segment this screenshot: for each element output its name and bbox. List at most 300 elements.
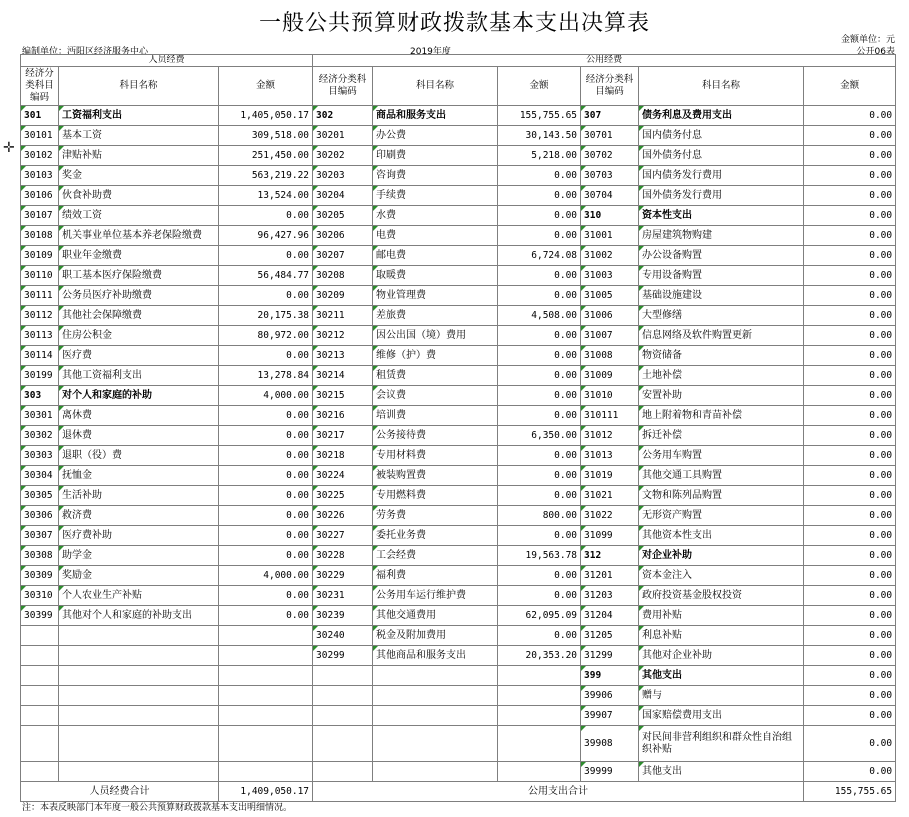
cell-code3[interactable]: 39908 <box>581 726 639 762</box>
cell-amount3[interactable]: 0.00 <box>804 686 896 706</box>
cell-name1[interactable]: 基本工资 <box>59 126 219 146</box>
cell-name2[interactable]: 手续费 <box>373 186 498 206</box>
cell-amount2[interactable] <box>498 706 581 726</box>
cell-code1[interactable]: 30109 <box>21 246 59 266</box>
cell-code2[interactable] <box>313 686 373 706</box>
cell-amount1[interactable] <box>219 626 313 646</box>
cell-code1[interactable]: 30101 <box>21 126 59 146</box>
cell-name3[interactable]: 文物和陈列品购置 <box>639 486 804 506</box>
cell-name3[interactable]: 资本性支出 <box>639 206 804 226</box>
cell-code2[interactable]: 30208 <box>313 266 373 286</box>
cell-code2[interactable]: 30203 <box>313 166 373 186</box>
cell-code2[interactable]: 30214 <box>313 366 373 386</box>
cell-amount1[interactable]: 13,278.84 <box>219 366 313 386</box>
col-header-amount3[interactable]: 金额 <box>804 67 896 106</box>
cell-name3[interactable]: 赠与 <box>639 686 804 706</box>
cell-code2[interactable]: 30211 <box>313 306 373 326</box>
cell-amount1[interactable]: 0.00 <box>219 286 313 306</box>
cell-amount3[interactable]: 0.00 <box>804 286 896 306</box>
cell-name1[interactable]: 医疗费补助 <box>59 526 219 546</box>
cell-code2[interactable]: 30213 <box>313 346 373 366</box>
cell-name1[interactable]: 个人农业生产补贴 <box>59 586 219 606</box>
cell-name3[interactable]: 公务用车购置 <box>639 446 804 466</box>
cell-amount3[interactable]: 0.00 <box>804 762 896 782</box>
cell-amount3[interactable]: 0.00 <box>804 246 896 266</box>
cell-code2[interactable]: 30204 <box>313 186 373 206</box>
cell-name1[interactable]: 离休费 <box>59 406 219 426</box>
cell-name1[interactable] <box>59 762 219 782</box>
cell-amount2[interactable]: 0.00 <box>498 586 581 606</box>
cell-code3[interactable]: 31013 <box>581 446 639 466</box>
cell-code2[interactable]: 30240 <box>313 626 373 646</box>
cell-name2[interactable]: 因公出国（境）费用 <box>373 326 498 346</box>
cell-name3[interactable]: 拆迁补偿 <box>639 426 804 446</box>
cell-amount1[interactable]: 80,972.00 <box>219 326 313 346</box>
cell-code1[interactable]: 30113 <box>21 326 59 346</box>
col-header-name2[interactable]: 科目名称 <box>373 67 498 106</box>
personnel-section-header[interactable]: 人员经费 <box>21 55 313 67</box>
cell-name2[interactable]: 差旅费 <box>373 306 498 326</box>
cell-code1[interactable] <box>21 666 59 686</box>
cell-name1[interactable]: 公务员医疗补助缴费 <box>59 286 219 306</box>
cell-amount2[interactable]: 62,095.09 <box>498 606 581 626</box>
cell-name2[interactable]: 公务接待费 <box>373 426 498 446</box>
cell-code1[interactable] <box>21 686 59 706</box>
col-header-amount1[interactable]: 金额 <box>219 67 313 106</box>
cell-code1[interactable]: 30107 <box>21 206 59 226</box>
cell-code1[interactable]: 301 <box>21 106 59 126</box>
cell-name2[interactable]: 会议费 <box>373 386 498 406</box>
cell-amount1[interactable] <box>219 646 313 666</box>
cell-amount3[interactable]: 0.00 <box>804 666 896 686</box>
cell-amount2[interactable]: 19,563.78 <box>498 546 581 566</box>
col-header-name3[interactable]: 科目名称 <box>639 67 804 106</box>
cell-name2[interactable]: 被装购置费 <box>373 466 498 486</box>
cell-code1[interactable]: 30305 <box>21 486 59 506</box>
cell-name3[interactable]: 其他支出 <box>639 762 804 782</box>
cell-code2[interactable]: 30225 <box>313 486 373 506</box>
cell-amount2[interactable]: 0.00 <box>498 366 581 386</box>
col-header-amount2[interactable]: 金额 <box>498 67 581 106</box>
cell-code1[interactable]: 30309 <box>21 566 59 586</box>
cell-code1[interactable]: 30308 <box>21 546 59 566</box>
cell-name1[interactable]: 奖金 <box>59 166 219 186</box>
cell-code2[interactable]: 30299 <box>313 646 373 666</box>
cell-code3[interactable]: 39906 <box>581 686 639 706</box>
cell-name2[interactable] <box>373 726 498 762</box>
cell-amount3[interactable]: 0.00 <box>804 386 896 406</box>
cell-name1[interactable]: 其他工资福利支出 <box>59 366 219 386</box>
cell-amount1[interactable]: 20,175.38 <box>219 306 313 326</box>
cell-name1[interactable]: 退休费 <box>59 426 219 446</box>
cell-amount3[interactable]: 0.00 <box>804 226 896 246</box>
cell-amount2[interactable]: 0.00 <box>498 526 581 546</box>
cell-code3[interactable]: 310111 <box>581 406 639 426</box>
cell-amount3[interactable]: 0.00 <box>804 266 896 286</box>
cell-name2[interactable]: 水费 <box>373 206 498 226</box>
cell-amount2[interactable]: 0.00 <box>498 286 581 306</box>
cell-name3[interactable]: 国外债务发行费用 <box>639 186 804 206</box>
cell-code2[interactable] <box>313 762 373 782</box>
cell-code1[interactable]: 30307 <box>21 526 59 546</box>
cell-amount2[interactable]: 0.00 <box>498 266 581 286</box>
cell-name1[interactable]: 津贴补贴 <box>59 146 219 166</box>
cell-code3[interactable]: 31201 <box>581 566 639 586</box>
cell-name2[interactable]: 维修（护）费 <box>373 346 498 366</box>
cell-amount1[interactable]: 56,484.77 <box>219 266 313 286</box>
cell-amount1[interactable]: 1,405,050.17 <box>219 106 313 126</box>
cell-amount1[interactable]: 13,524.00 <box>219 186 313 206</box>
cell-code2[interactable]: 30217 <box>313 426 373 446</box>
cell-name3[interactable]: 地上附着物和青苗补偿 <box>639 406 804 426</box>
cell-code3[interactable]: 31003 <box>581 266 639 286</box>
cell-name2[interactable]: 邮电费 <box>373 246 498 266</box>
cell-name2[interactable]: 办公费 <box>373 126 498 146</box>
cell-amount2[interactable]: 0.00 <box>498 406 581 426</box>
cell-code3[interactable]: 31001 <box>581 226 639 246</box>
personnel-total-value[interactable]: 1,409,050.17 <box>219 782 313 802</box>
cell-name2[interactable]: 培训费 <box>373 406 498 426</box>
cell-name3[interactable]: 资本金注入 <box>639 566 804 586</box>
cell-code3[interactable]: 31010 <box>581 386 639 406</box>
cell-code1[interactable]: 30111 <box>21 286 59 306</box>
cell-code3[interactable]: 31005 <box>581 286 639 306</box>
cell-amount1[interactable]: 0.00 <box>219 466 313 486</box>
cell-code2[interactable]: 30226 <box>313 506 373 526</box>
cell-amount3[interactable]: 0.00 <box>804 586 896 606</box>
cell-amount1[interactable]: 0.00 <box>219 406 313 426</box>
cell-code2[interactable]: 30224 <box>313 466 373 486</box>
cell-amount2[interactable]: 30,143.50 <box>498 126 581 146</box>
col-header-name1[interactable]: 科目名称 <box>59 67 219 106</box>
cell-amount2[interactable]: 0.00 <box>498 486 581 506</box>
cell-amount1[interactable]: 0.00 <box>219 346 313 366</box>
cell-name1[interactable] <box>59 626 219 646</box>
cell-name3[interactable]: 其他支出 <box>639 666 804 686</box>
cell-name1[interactable] <box>59 686 219 706</box>
cell-code1[interactable]: 30399 <box>21 606 59 626</box>
cell-amount2[interactable] <box>498 726 581 762</box>
cell-code3[interactable]: 30702 <box>581 146 639 166</box>
cell-name1[interactable]: 机关事业单位基本养老保险缴费 <box>59 226 219 246</box>
cell-code2[interactable] <box>313 666 373 686</box>
cell-name2[interactable]: 公务用车运行维护费 <box>373 586 498 606</box>
cell-amount2[interactable]: 5,218.00 <box>498 146 581 166</box>
cell-amount2[interactable] <box>498 666 581 686</box>
cell-amount2[interactable]: 0.00 <box>498 566 581 586</box>
cell-code3[interactable]: 399 <box>581 666 639 686</box>
cell-amount2[interactable] <box>498 686 581 706</box>
cell-code1[interactable] <box>21 706 59 726</box>
cell-name1[interactable]: 退职（役）费 <box>59 446 219 466</box>
cell-name3[interactable]: 债务利息及费用支出 <box>639 106 804 126</box>
cell-name1[interactable]: 职工基本医疗保险缴费 <box>59 266 219 286</box>
cell-amount1[interactable]: 0.00 <box>219 586 313 606</box>
cell-name1[interactable]: 工资福利支出 <box>59 106 219 126</box>
cell-name2[interactable]: 电费 <box>373 226 498 246</box>
cell-amount2[interactable]: 6,724.08 <box>498 246 581 266</box>
col-header-code3[interactable]: 经济分类科目编码 <box>581 67 639 106</box>
cell-name2[interactable] <box>373 706 498 726</box>
cell-code2[interactable]: 30207 <box>313 246 373 266</box>
cell-amount2[interactable]: 4,508.00 <box>498 306 581 326</box>
cell-code3[interactable]: 310 <box>581 206 639 226</box>
cell-code1[interactable]: 30114 <box>21 346 59 366</box>
cell-code1[interactable]: 30103 <box>21 166 59 186</box>
cell-code2[interactable]: 30209 <box>313 286 373 306</box>
cell-code2[interactable] <box>313 706 373 726</box>
cell-amount3[interactable]: 0.00 <box>804 726 896 762</box>
cell-name3[interactable]: 利息补贴 <box>639 626 804 646</box>
cell-name2[interactable]: 专用材料费 <box>373 446 498 466</box>
cell-amount3[interactable]: 0.00 <box>804 406 896 426</box>
cell-name2[interactable] <box>373 762 498 782</box>
cell-code3[interactable]: 31006 <box>581 306 639 326</box>
cell-name1[interactable]: 职业年金缴费 <box>59 246 219 266</box>
cell-amount3[interactable]: 0.00 <box>804 326 896 346</box>
public-total-value[interactable]: 155,755.65 <box>804 782 896 802</box>
cell-amount3[interactable]: 0.00 <box>804 186 896 206</box>
cell-name3[interactable]: 安置补助 <box>639 386 804 406</box>
cell-amount2[interactable]: 0.00 <box>498 186 581 206</box>
cell-amount3[interactable]: 0.00 <box>804 146 896 166</box>
cell-name2[interactable]: 税金及附加费用 <box>373 626 498 646</box>
cell-code2[interactable]: 302 <box>313 106 373 126</box>
cell-name1[interactable]: 绩效工资 <box>59 206 219 226</box>
col-header-code1[interactable]: 经济分类科目编码 <box>21 67 59 106</box>
cell-amount2[interactable]: 0.00 <box>498 386 581 406</box>
cell-amount1[interactable]: 309,518.00 <box>219 126 313 146</box>
cell-name3[interactable]: 对企业补助 <box>639 546 804 566</box>
cell-code2[interactable]: 30212 <box>313 326 373 346</box>
cell-name3[interactable]: 费用补贴 <box>639 606 804 626</box>
cell-name3[interactable]: 办公设备购置 <box>639 246 804 266</box>
cell-amount3[interactable]: 0.00 <box>804 306 896 326</box>
cell-name2[interactable]: 劳务费 <box>373 506 498 526</box>
cell-code2[interactable] <box>313 726 373 762</box>
cell-code2[interactable]: 30216 <box>313 406 373 426</box>
cell-amount1[interactable]: 0.00 <box>219 446 313 466</box>
cell-name1[interactable] <box>59 666 219 686</box>
cell-name1[interactable] <box>59 726 219 762</box>
cell-code3[interactable]: 31007 <box>581 326 639 346</box>
cell-name3[interactable]: 信息网络及软件购置更新 <box>639 326 804 346</box>
cell-code2[interactable]: 30205 <box>313 206 373 226</box>
cell-amount2[interactable]: 0.00 <box>498 346 581 366</box>
cell-code1[interactable]: 30303 <box>21 446 59 466</box>
cell-amount3[interactable]: 0.00 <box>804 606 896 626</box>
cell-amount2[interactable]: 0.00 <box>498 466 581 486</box>
cell-code3[interactable]: 31203 <box>581 586 639 606</box>
cell-code1[interactable]: 30301 <box>21 406 59 426</box>
cell-code1[interactable]: 30199 <box>21 366 59 386</box>
cell-amount1[interactable]: 96,427.96 <box>219 226 313 246</box>
cell-amount3[interactable]: 0.00 <box>804 126 896 146</box>
cell-name2[interactable]: 印刷费 <box>373 146 498 166</box>
cell-code1[interactable]: 30304 <box>21 466 59 486</box>
cell-name1[interactable]: 医疗费 <box>59 346 219 366</box>
public-section-header[interactable]: 公用经费 <box>313 55 896 67</box>
cell-code1[interactable] <box>21 726 59 762</box>
cell-amount1[interactable]: 0.00 <box>219 206 313 226</box>
cell-name1[interactable]: 住房公积金 <box>59 326 219 346</box>
cell-name2[interactable]: 物业管理费 <box>373 286 498 306</box>
cell-name3[interactable]: 政府投资基金股权投资 <box>639 586 804 606</box>
cell-name2[interactable]: 福利费 <box>373 566 498 586</box>
cell-code3[interactable]: 312 <box>581 546 639 566</box>
cell-code2[interactable]: 30215 <box>313 386 373 406</box>
cell-amount1[interactable]: 0.00 <box>219 486 313 506</box>
cell-amount1[interactable]: 0.00 <box>219 546 313 566</box>
cell-code3[interactable]: 39907 <box>581 706 639 726</box>
cell-code3[interactable]: 30704 <box>581 186 639 206</box>
cell-code3[interactable]: 31009 <box>581 366 639 386</box>
cell-name1[interactable]: 其他社会保障缴费 <box>59 306 219 326</box>
cell-amount3[interactable]: 0.00 <box>804 166 896 186</box>
cell-name2[interactable] <box>373 686 498 706</box>
cell-name3[interactable]: 国外债务付息 <box>639 146 804 166</box>
cell-amount1[interactable]: 4,000.00 <box>219 566 313 586</box>
cell-amount3[interactable]: 0.00 <box>804 486 896 506</box>
cell-code1[interactable]: 30302 <box>21 426 59 446</box>
cell-code3[interactable]: 31205 <box>581 626 639 646</box>
cell-code3[interactable]: 31099 <box>581 526 639 546</box>
cell-amount3[interactable]: 0.00 <box>804 646 896 666</box>
cell-amount3[interactable]: 0.00 <box>804 206 896 226</box>
cell-amount1[interactable]: 0.00 <box>219 506 313 526</box>
cell-code2[interactable]: 30218 <box>313 446 373 466</box>
cell-code3[interactable]: 31299 <box>581 646 639 666</box>
cell-name3[interactable]: 房屋建筑物购建 <box>639 226 804 246</box>
cell-amount3[interactable]: 0.00 <box>804 426 896 446</box>
cell-code3[interactable]: 39999 <box>581 762 639 782</box>
cell-code1[interactable]: 30108 <box>21 226 59 246</box>
cell-name2[interactable]: 取暖费 <box>373 266 498 286</box>
cell-amount3[interactable]: 0.00 <box>804 106 896 126</box>
cell-amount1[interactable]: 0.00 <box>219 606 313 626</box>
cell-code1[interactable]: 30306 <box>21 506 59 526</box>
cell-amount1[interactable] <box>219 666 313 686</box>
cell-code1[interactable]: 30102 <box>21 146 59 166</box>
cell-name2[interactable]: 商品和服务支出 <box>373 106 498 126</box>
cell-name2[interactable] <box>373 666 498 686</box>
cell-name2[interactable]: 委托业务费 <box>373 526 498 546</box>
cell-amount2[interactable]: 0.00 <box>498 166 581 186</box>
cell-code3[interactable]: 31019 <box>581 466 639 486</box>
cell-name3[interactable]: 大型修缮 <box>639 306 804 326</box>
cell-amount2[interactable]: 155,755.65 <box>498 106 581 126</box>
cell-code1[interactable]: 30112 <box>21 306 59 326</box>
cell-code1[interactable] <box>21 762 59 782</box>
cell-code1[interactable]: 30310 <box>21 586 59 606</box>
col-header-code2[interactable]: 经济分类科目编码 <box>313 67 373 106</box>
cell-code1[interactable] <box>21 646 59 666</box>
personnel-total-label[interactable]: 人员经费合计 <box>21 782 219 802</box>
cell-name1[interactable]: 其他对个人和家庭的补助支出 <box>59 606 219 626</box>
cell-amount2[interactable]: 0.00 <box>498 626 581 646</box>
cell-name2[interactable]: 其他交通费用 <box>373 606 498 626</box>
cell-name1[interactable]: 抚恤金 <box>59 466 219 486</box>
cell-amount3[interactable]: 0.00 <box>804 566 896 586</box>
cell-name3[interactable]: 基础设施建设 <box>639 286 804 306</box>
cell-name3[interactable]: 无形资产购置 <box>639 506 804 526</box>
cell-amount3[interactable]: 0.00 <box>804 466 896 486</box>
cell-code2[interactable]: 30202 <box>313 146 373 166</box>
cell-name3[interactable]: 专用设备购置 <box>639 266 804 286</box>
cell-code2[interactable]: 30201 <box>313 126 373 146</box>
cell-code3[interactable]: 31021 <box>581 486 639 506</box>
cell-amount2[interactable]: 0.00 <box>498 446 581 466</box>
cell-name1[interactable]: 生活补助 <box>59 486 219 506</box>
cell-name3[interactable]: 土地补偿 <box>639 366 804 386</box>
cell-name2[interactable]: 咨询费 <box>373 166 498 186</box>
cell-name2[interactable]: 其他商品和服务支出 <box>373 646 498 666</box>
public-total-label[interactable]: 公用支出合计 <box>313 782 804 802</box>
cell-amount1[interactable]: 0.00 <box>219 526 313 546</box>
cell-amount1[interactable]: 4,000.00 <box>219 386 313 406</box>
cell-code3[interactable]: 31204 <box>581 606 639 626</box>
cell-code3[interactable]: 31002 <box>581 246 639 266</box>
cell-name3[interactable]: 对民间非营利组织和群众性自治组织补贴 <box>639 726 804 762</box>
cell-name1[interactable]: 奖励金 <box>59 566 219 586</box>
cell-code3[interactable]: 307 <box>581 106 639 126</box>
cell-amount2[interactable] <box>498 762 581 782</box>
cell-amount1[interactable] <box>219 726 313 762</box>
cell-name3[interactable]: 国家赔偿费用支出 <box>639 706 804 726</box>
cell-name1[interactable]: 救济费 <box>59 506 219 526</box>
cell-amount1[interactable]: 563,219.22 <box>219 166 313 186</box>
cell-code2[interactable]: 30227 <box>313 526 373 546</box>
cell-amount2[interactable]: 0.00 <box>498 206 581 226</box>
cell-code2[interactable]: 30206 <box>313 226 373 246</box>
cell-code3[interactable]: 31022 <box>581 506 639 526</box>
cell-name3[interactable]: 其他对企业补助 <box>639 646 804 666</box>
cell-name3[interactable]: 物资储备 <box>639 346 804 366</box>
cell-code3[interactable]: 31008 <box>581 346 639 366</box>
cell-code1[interactable] <box>21 626 59 646</box>
cell-amount3[interactable]: 0.00 <box>804 446 896 466</box>
cell-amount1[interactable]: 0.00 <box>219 426 313 446</box>
cell-code1[interactable]: 30110 <box>21 266 59 286</box>
cell-code3[interactable]: 30703 <box>581 166 639 186</box>
cell-name3[interactable]: 其他资本性支出 <box>639 526 804 546</box>
cell-name2[interactable]: 专用燃料费 <box>373 486 498 506</box>
cell-name3[interactable]: 国内债务付息 <box>639 126 804 146</box>
cell-code2[interactable]: 30239 <box>313 606 373 626</box>
cell-name3[interactable]: 国内债务发行费用 <box>639 166 804 186</box>
cell-name3[interactable]: 其他交通工具购置 <box>639 466 804 486</box>
cell-name1[interactable]: 助学金 <box>59 546 219 566</box>
cell-amount2[interactable]: 6,350.00 <box>498 426 581 446</box>
cell-amount3[interactable]: 0.00 <box>804 626 896 646</box>
cell-code3[interactable]: 30701 <box>581 126 639 146</box>
cell-amount3[interactable]: 0.00 <box>804 706 896 726</box>
cell-name1[interactable] <box>59 706 219 726</box>
cell-code1[interactable]: 303 <box>21 386 59 406</box>
cell-amount2[interactable]: 800.00 <box>498 506 581 526</box>
cell-amount3[interactable]: 0.00 <box>804 506 896 526</box>
cell-amount2[interactable]: 20,353.20 <box>498 646 581 666</box>
cell-amount1[interactable]: 251,450.00 <box>219 146 313 166</box>
cell-amount1[interactable]: 0.00 <box>219 246 313 266</box>
cell-amount3[interactable]: 0.00 <box>804 546 896 566</box>
cell-code1[interactable]: 30106 <box>21 186 59 206</box>
cell-name1[interactable] <box>59 646 219 666</box>
cell-amount1[interactable] <box>219 762 313 782</box>
cell-name1[interactable]: 对个人和家庭的补助 <box>59 386 219 406</box>
cell-code2[interactable]: 30228 <box>313 546 373 566</box>
cell-code2[interactable]: 30229 <box>313 566 373 586</box>
